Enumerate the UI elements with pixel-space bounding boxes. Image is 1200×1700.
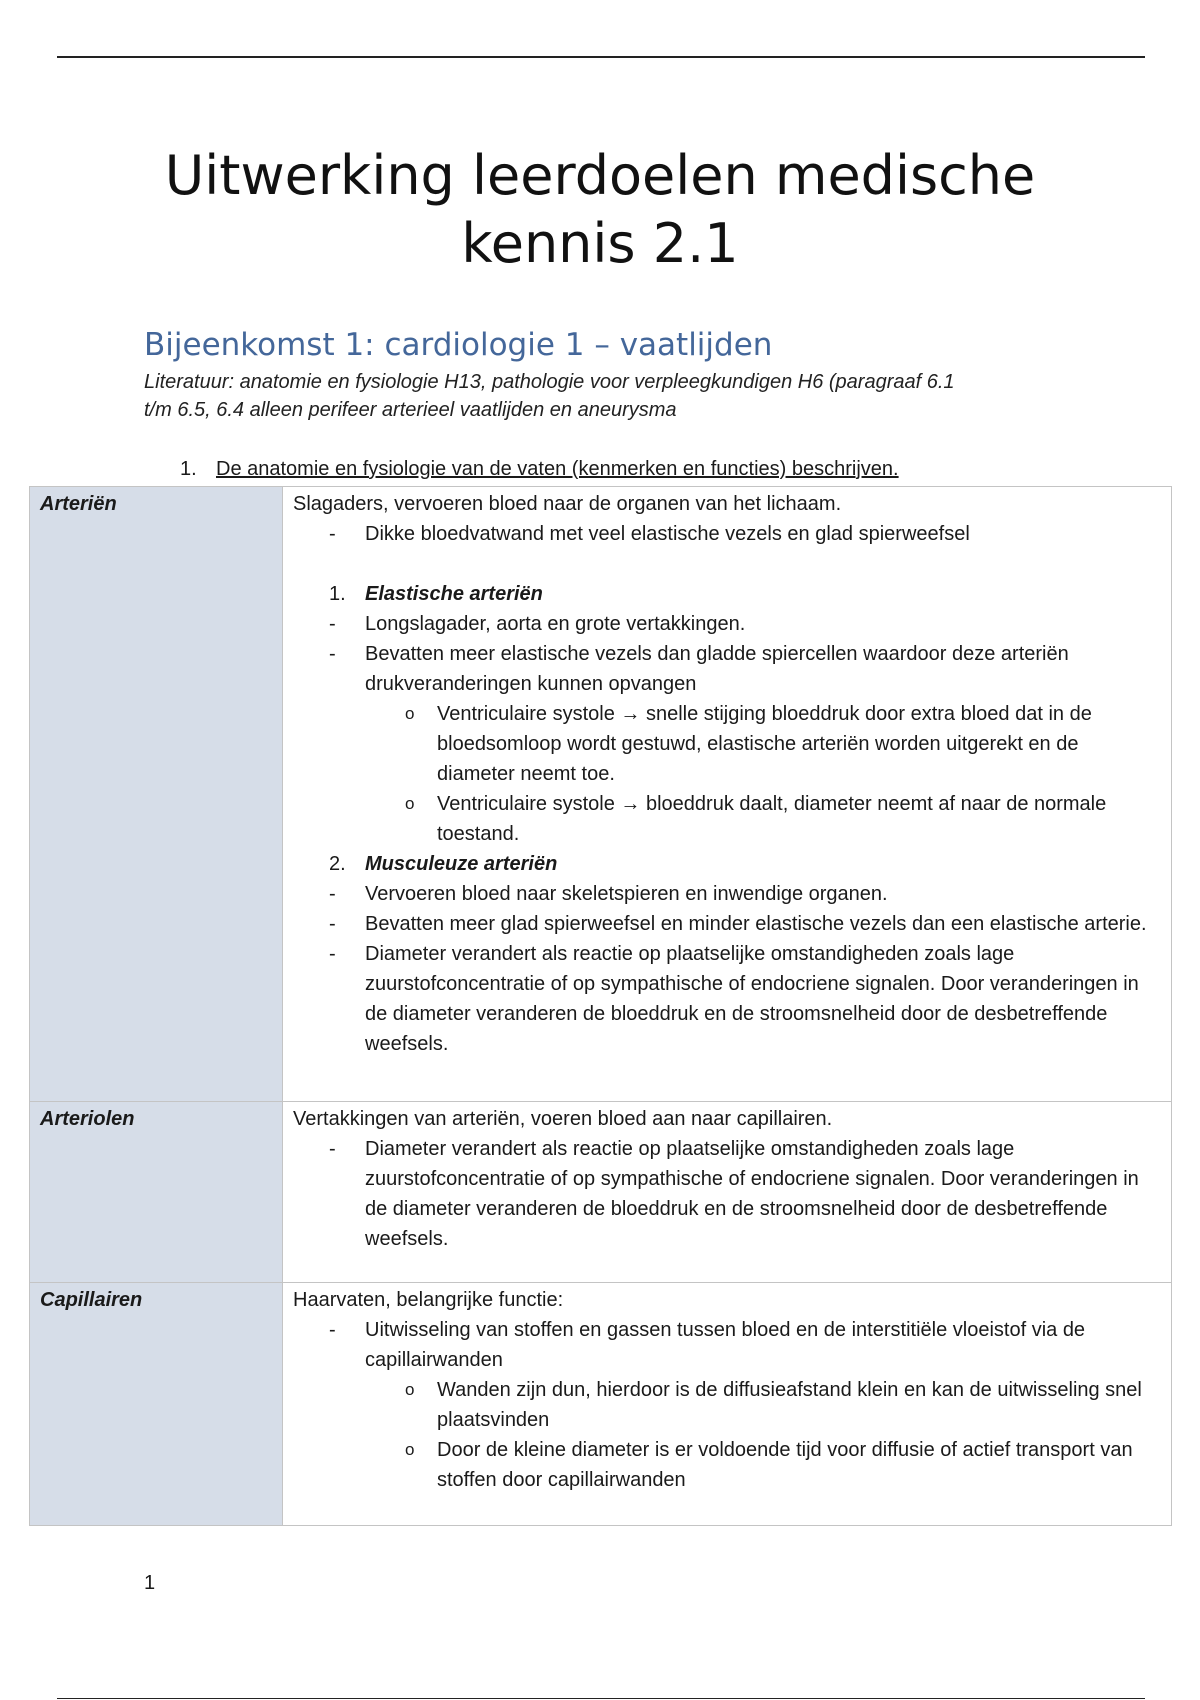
goal-number: 1. [180,458,197,480]
section-heading: Bijeenkomst 1: cardiologie 1 – vaatlijden [144,327,773,363]
row-content-capillairen [283,1283,1172,1526]
table-row [30,1283,1172,1526]
list-item: - Dikke bloedvatwand met veel elastische vezels en glad spierweefsel [293,519,1161,549]
subheading-elastische: 1. Elastische arteriën [329,583,543,605]
sub-list-item: o Ventriculaire systole → snelle stijging bloeddruk door extra bloed dat in de bloedsomloop wordt gestuwd, elastische arteriën worden uitgerekt en de diameter neemt toe. [293,699,1161,789]
learning-goal [180,458,899,481]
footer-rule [57,1698,1145,1699]
literature-line-2: t/m 6.5, 6.4 alleen perifeer arterieel vaatlijden en aneurysma [144,399,677,421]
row-label-capillairen: Capillairen [30,1283,283,1526]
list-item: - Bevatten meer glad spierweefsel en minder elastische vezels dan een elastische arterie. [293,909,1161,939]
literature-note [144,368,1074,424]
row-content-arteriolen [283,1102,1172,1283]
table-row [30,1102,1172,1283]
list-item: - Diameter verandert als reactie op plaatselijke omstandigheden zoals lage zuurstofconcentratie of op sympathische of endocriene signalen. Door veranderingen in de diameter veranderen de bloeddruk en de stroomsnelheid door de desbetreffende weefsels. [293,939,1161,1059]
goal-text: De anatomie en fysiologie van de vaten (kenmerken en functies) beschrijven. [216,458,899,480]
arterien-intro: Slagaders, vervoeren bloed naar de organen van het lichaam. [293,493,842,515]
arteriolen-intro: Vertakkingen van arteriën, voeren bloed aan naar capillairen. [293,1108,833,1130]
list-item: - Diameter verandert als reactie op plaatselijke omstandigheden zoals lage zuurstofconcentratie of op sympathische of endocriene signalen. Door veranderingen in de diameter veranderen de bloeddruk en de stroomsnelheid door de desbetreffende weefsels. [293,1134,1161,1254]
row-label-arterien: Arteriën [30,487,283,1102]
title-line-2: kennis 2.1 [461,212,739,275]
list-item: - Longslagader, aorta en grote vertakkingen. [293,609,1161,639]
list-item: - Bevatten meer elastische vezels dan gladde spiercellen waardoor deze arteriën drukveranderingen kunnen opvangen [293,639,1161,699]
title-line-1: Uitwerking leerdoelen medische [164,144,1036,207]
row-content-arterien [283,487,1172,1102]
page-number: 1 [144,1572,156,1594]
row-label-arteriolen: Arteriolen [30,1102,283,1283]
sub-list-item: o Door de kleine diameter is er voldoende tijd voor diffusie of actief transport van stoffen door capillairwanden [293,1435,1161,1495]
list-item: - Vervoeren bloed naar skeletspieren en inwendige organen. [293,879,1161,909]
header-rule [57,56,1145,58]
vessels-table [29,486,1172,1526]
subheading-musculeuze: 2. Musculeuze arteriën [329,853,558,875]
sub-list-item: o Ventriculaire systole → bloeddruk daalt, diameter neemt af naar de normale toestand. [293,789,1161,849]
literature-line-1: Literatuur: anatomie en fysiologie H13, pathologie voor verpleegkundigen H6 (paragraaf 6.1 [144,371,955,393]
list-item: - Uitwisseling van stoffen en gassen tussen bloed en de interstitiële vloeistof via de capillairwanden [293,1315,1161,1375]
table-row [30,487,1172,1102]
document-title [100,142,1100,278]
capillairen-intro: Haarvaten, belangrijke functie: [293,1289,564,1311]
sub-list-item: o Wanden zijn dun, hierdoor is de diffusieafstand klein en kan de uitwisseling snel plaatsvinden [293,1375,1161,1435]
